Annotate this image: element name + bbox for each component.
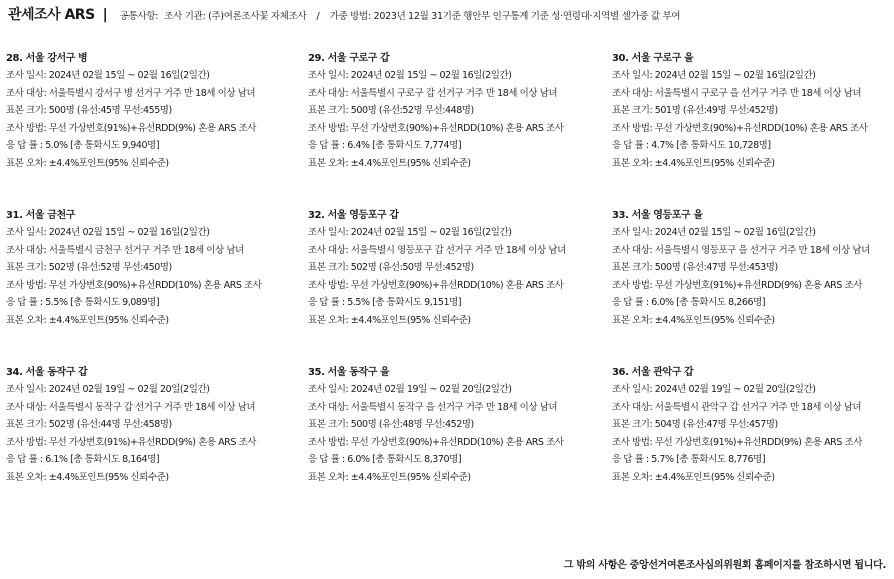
survey-date: 조사 일시: 2024년 02월 19일 ~ 02월 20일(2일간) (308, 384, 512, 395)
survey-block (612, 50, 892, 185)
survey-title: 35. 서울 동작구 을 (308, 367, 390, 378)
survey-title: 33. 서울 영등포구 을 (612, 210, 703, 221)
sampling-error: 표본 오차: ±4.4%포인트(95% 신뢰수준) (308, 471, 471, 483)
survey-date: 조사 일시: 2024년 02월 15일 ~ 02월 16일(2일간) (6, 227, 210, 238)
response-rate: 응 답 률 : 6.1% [총 통화시도 8,164명] (6, 454, 160, 465)
survey-method: 조사 방법: 무선 가상번호(90%)+유선RDD(10%) 혼용 ARS 조사 (308, 279, 564, 291)
survey-target: 조사 대상: 서울특별시 금천구 선거구 거주 만 18세 이상 남녀 (6, 244, 244, 256)
survey-target: 조사 대상: 서울특별시 동작구 갑 선거구 거주 만 18세 이상 남녀 (6, 401, 256, 413)
survey-agency: 조사 기관: (주)여론조사꽃 자체조사 (164, 11, 307, 22)
survey-method: 조사 방법: 무선 가상번호(91%)+유선RDD(9%) 혼용 ARS 조사 (612, 279, 862, 291)
survey-title: 34. 서울 동작구 갑 (6, 367, 88, 378)
footer-note: 그 밖의 사항은 중앙선거여론조사심의위원회 홈페이지를 참조하시면 됩니다. (563, 560, 886, 571)
response-rate: 응 답 률 : 5.5% [총 통화시도 9,151명] (308, 297, 462, 308)
survey-block (308, 364, 612, 499)
survey-target: 조사 대상: 서울특별시 영등포구 을 선거구 거주 만 18세 이상 남녀 (612, 244, 870, 256)
page-header (8, 4, 680, 24)
sample-size: 표본 크기: 502명 (유선:44명 무선:458명) (6, 419, 172, 430)
survey-grid (6, 50, 892, 499)
sampling-error: 표본 오차: ±4.4%포인트(95% 신뢰수준) (6, 471, 169, 483)
header-slash: / (316, 11, 320, 22)
sampling-error: 표본 오차: ±4.4%포인트(95% 신뢰수준) (308, 157, 471, 169)
survey-method: 조사 방법: 무선 가상번호(91%)+유선RDD(9%) 혼용 ARS 조사 (6, 436, 256, 448)
survey-title: 36. 서울 관악구 갑 (612, 367, 694, 378)
sample-size: 표본 크기: 500명 (유선:52명 무선:448명) (308, 105, 474, 116)
sampling-error: 표본 오차: ±4.4%포인트(95% 신뢰수준) (308, 314, 471, 326)
sample-size: 표본 크기: 500명 (유선:48명 무선:452명) (308, 419, 474, 430)
survey-method: 조사 방법: 무선 가상번호(90%)+유선RDD(10%) 혼용 ARS 조사 (308, 436, 564, 448)
survey-target: 조사 대상: 서울특별시 동작구 을 선거구 거주 만 18세 이상 남녀 (308, 401, 558, 413)
sampling-error: 표본 오차: ±4.4%포인트(95% 신뢰수준) (612, 314, 775, 326)
survey-date: 조사 일시: 2024년 02월 15일 ~ 02월 16일(2일간) (612, 70, 816, 81)
survey-date: 조사 일시: 2024년 02월 15일 ~ 02월 16일(2일간) (308, 227, 512, 238)
survey-block (308, 207, 612, 342)
survey-target: 조사 대상: 서울특별시 관악구 갑 선거구 거주 만 18세 이상 남녀 (612, 401, 862, 413)
response-rate: 응 답 률 : 4.7% [총 통화시도 10,728명] (612, 140, 771, 151)
survey-target: 조사 대상: 서울특별시 구로구 을 선거구 거주 만 18세 이상 남녀 (612, 87, 862, 99)
common-label: 공통사항: (119, 11, 159, 22)
survey-method: 조사 방법: 무선 가상번호(90%)+유선RDD(10%) 혼용 ARS 조사 (308, 122, 564, 134)
survey-title: 29. 서울 구로구 갑 (308, 53, 390, 64)
response-rate: 응 답 률 : 5.5% [총 통화시도 9,089명] (6, 297, 160, 308)
response-rate: 응 답 률 : 6.0% [총 통화시도 8,370명] (308, 454, 462, 465)
survey-date: 조사 일시: 2024년 02월 15일 ~ 02월 16일(2일간) (612, 227, 816, 238)
response-rate: 응 답 률 : 5.0% [총 통화시도 9,940명] (6, 140, 160, 151)
sampling-error: 표본 오차: ±4.4%포인트(95% 신뢰수준) (612, 157, 775, 169)
survey-block (6, 50, 308, 185)
survey-date: 조사 일시: 2024년 02월 15일 ~ 02월 16일(2일간) (308, 70, 512, 81)
survey-method: 조사 방법: 무선 가상번호(90%)+유선RDD(10%) 혼용 ARS 조사 (612, 122, 868, 134)
sample-size: 표본 크기: 500명 (유선:45명 무선:455명) (6, 105, 172, 116)
survey-title: 30. 서울 구로구 을 (612, 53, 694, 64)
survey-title: 32. 서울 영등포구 갑 (308, 210, 399, 221)
sampling-error: 표본 오차: ±4.4%포인트(95% 신뢰수준) (6, 157, 169, 169)
survey-date: 조사 일시: 2024년 02월 19일 ~ 02월 20일(2일간) (6, 384, 210, 395)
response-rate: 응 답 률 : 6.4% [총 통화시도 7,774명] (308, 140, 462, 151)
sample-size: 표본 크기: 502명 (유선:50명 무선:452명) (308, 262, 474, 273)
survey-block (6, 364, 308, 499)
survey-title: 28. 서울 강서구 병 (6, 53, 88, 64)
sample-size: 표본 크기: 501명 (유선:49명 무선:452명) (612, 105, 778, 116)
survey-method: 조사 방법: 무선 가상번호(91%)+유선RDD(9%) 혼용 ARS 조사 (6, 122, 256, 134)
survey-block (612, 207, 892, 342)
weighting-method: 가중 방법: 2023년 12월 31기준 행안부 인구통계 기준 성·연령대·지역별 셀가중 값 부여 (329, 11, 681, 22)
survey-title: 31. 서울 금천구 (6, 210, 75, 221)
response-rate: 응 답 률 : 6.0% [총 통화시도 8,266명] (612, 297, 766, 308)
survey-date: 조사 일시: 2024년 02월 19일 ~ 02월 20일(2일간) (612, 384, 816, 395)
sample-size: 표본 크기: 500명 (유선:47명 무선:453명) (612, 262, 778, 273)
survey-block (308, 50, 612, 185)
survey-block (6, 207, 308, 342)
survey-method: 조사 방법: 무선 가상번호(90%)+유선RDD(10%) 혼용 ARS 조사 (6, 279, 262, 291)
sampling-error: 표본 오차: ±4.4%포인트(95% 신뢰수준) (6, 314, 169, 326)
brand-separator: | (102, 7, 108, 23)
sampling-error: 표본 오차: ±4.4%포인트(95% 신뢰수준) (612, 471, 775, 483)
sample-size: 표본 크기: 504명 (유선:47명 무선:457명) (612, 419, 778, 430)
survey-block (612, 364, 892, 499)
response-rate: 응 답 률 : 5.7% [총 통화시도 8,776명] (612, 454, 766, 465)
brand-title: 관세조사 ARS (8, 7, 95, 23)
sample-size: 표본 크기: 502명 (유선:52명 무선:450명) (6, 262, 172, 273)
survey-target: 조사 대상: 서울특별시 강서구 병 선거구 거주 만 18세 이상 남녀 (6, 87, 256, 99)
survey-target: 조사 대상: 서울특별시 영등포구 갑 선거구 거주 만 18세 이상 남녀 (308, 244, 566, 256)
survey-method: 조사 방법: 무선 가상번호(91%)+유선RDD(9%) 혼용 ARS 조사 (612, 436, 862, 448)
survey-date: 조사 일시: 2024년 02월 15일 ~ 02월 16일(2일간) (6, 70, 210, 81)
survey-target: 조사 대상: 서울특별시 구로구 갑 선거구 거주 만 18세 이상 남녀 (308, 87, 558, 99)
